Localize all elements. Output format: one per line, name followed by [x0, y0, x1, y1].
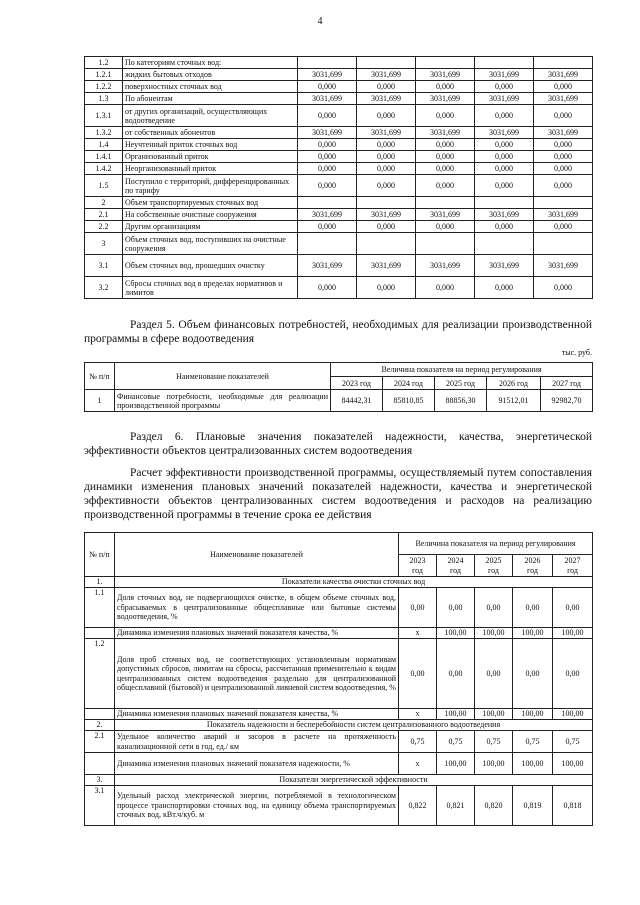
col-period-header: Величина показателя на период регулирования	[331, 363, 593, 377]
row-value	[298, 197, 357, 209]
col-no-header: № п/п	[85, 363, 115, 390]
row-value: 0,000	[416, 175, 475, 197]
year-header: 2027 год	[541, 377, 593, 390]
row-value: 3031,699	[475, 93, 534, 105]
year-header: 2025 год	[435, 377, 487, 390]
row-value: 0,000	[298, 277, 357, 299]
section-row	[85, 720, 593, 731]
year-header	[437, 555, 475, 577]
year-number: 2024	[447, 556, 464, 565]
row-value: 0,000	[475, 81, 534, 93]
row-name: Динамика изменения плановых значений показателя качества, %	[115, 628, 399, 639]
row-value: 0,000	[298, 175, 357, 197]
row-value: 3031,699	[298, 127, 357, 139]
row-value	[475, 57, 534, 69]
wastewater-volume-table	[84, 56, 593, 299]
row-value: 3031,699	[475, 209, 534, 221]
row-value: 3031,699	[357, 69, 416, 81]
year-unit: год	[488, 565, 499, 575]
row-value: 0,00	[553, 639, 593, 709]
row-value: 0,000	[534, 163, 593, 175]
row-value: 0,000	[298, 139, 357, 151]
row-value: 0,75	[437, 731, 475, 753]
indicators-table	[84, 532, 593, 826]
year-number: 2025	[485, 556, 502, 565]
row-value: 3031,699	[357, 127, 416, 139]
section-6-title: Раздел 6. Плановые значения показателей надежности, качества, энергетической эффективности объектов централизованных систем водоотведения	[84, 431, 592, 457]
row-no	[85, 753, 115, 775]
row-value: 3031,699	[534, 127, 593, 139]
row-value: 3031,699	[475, 255, 534, 277]
year-number: 2027	[564, 556, 581, 565]
row-value: 91512,01	[487, 390, 541, 412]
table-row	[85, 57, 593, 69]
row-value: 0,000	[416, 151, 475, 163]
row-value: 0,00	[475, 639, 513, 709]
row-no: 3.1	[85, 255, 123, 277]
row-value: 3031,699	[534, 93, 593, 105]
table-row	[85, 81, 593, 93]
row-name: от собственных абонентов	[123, 127, 298, 139]
table-row	[85, 197, 593, 209]
section-6-paragraph: Расчет эффективности производственной программы, осуществляемый путем сопоставления динамики изменения плановых значений показателей надежности, качества и энергетической эффективности объектов централизованных систем водоотведения и расходов на реализацию производственной программы в течение срока ее действия	[84, 467, 592, 521]
row-value: х	[399, 753, 437, 775]
row-value: 0,00	[553, 588, 593, 628]
unit-label: тыс. руб.	[561, 348, 592, 357]
year-unit: год	[527, 565, 538, 575]
col-name-header: Наименование показателей	[115, 363, 331, 390]
row-value: 0,000	[475, 221, 534, 233]
row-value: 100,00	[437, 753, 475, 775]
table-row	[85, 221, 593, 233]
row-value: 3031,699	[298, 255, 357, 277]
row-value: 0,000	[534, 175, 593, 197]
row-value: 0,000	[357, 175, 416, 197]
row-value	[416, 233, 475, 255]
row-value: 100,00	[513, 709, 553, 720]
row-no: 1.4	[85, 139, 123, 151]
row-value: 100,00	[475, 753, 513, 775]
row-name: жидких бытовых отходов	[123, 69, 298, 81]
row-no: 3	[85, 233, 123, 255]
col-no-header: № п/п	[85, 533, 115, 577]
row-value	[475, 233, 534, 255]
row-no: 1.3	[85, 93, 123, 105]
row-name: По абонентам	[123, 93, 298, 105]
row-value: 100,00	[553, 709, 593, 720]
section-no: 2.	[85, 720, 115, 731]
row-value	[475, 197, 534, 209]
row-value: 0,00	[475, 588, 513, 628]
row-no: 3.2	[85, 277, 123, 299]
row-value: 0,00	[437, 588, 475, 628]
row-value: 3031,699	[534, 255, 593, 277]
row-name: Удельный расход электрической энергии, потребляемой в технологическом процессе транспортировки сточных вод, на единицу объема транспортируемых сточных вод, кВт.ч/куб. м	[115, 786, 399, 826]
row-value: 0,75	[553, 731, 593, 753]
row-value: 0,00	[513, 588, 553, 628]
row-value: 0,000	[475, 105, 534, 127]
row-value: 0,00	[399, 588, 437, 628]
row-value: 0,000	[475, 175, 534, 197]
row-value: 0,00	[513, 639, 553, 709]
row-value: 0,000	[534, 221, 593, 233]
row-value: 0,000	[357, 277, 416, 299]
row-value: 3031,699	[357, 255, 416, 277]
row-value: 3031,699	[416, 69, 475, 81]
row-value: 0,000	[534, 139, 593, 151]
year-header	[513, 555, 553, 577]
row-no: 2.1	[85, 209, 123, 221]
row-value	[534, 57, 593, 69]
row-name: Доля проб сточных вод, не соответствующих установленным нормативам допустимых сбросов, лимитам на сбросы, рассчитанная применительно к видам централизованных систем водоотведения раздельно для централизованной общесплавной (бытовой) и централизованной ливневой систем водоотведения, %	[115, 639, 399, 709]
row-value	[534, 197, 593, 209]
row-no	[85, 709, 115, 720]
row-value: 0,75	[399, 731, 437, 753]
row-no: 1.4.1	[85, 151, 123, 163]
row-value: 100,00	[513, 753, 553, 775]
row-value: 0,000	[298, 221, 357, 233]
row-no: 1.2.1	[85, 69, 123, 81]
section-title: Показатель надежности и бесперебойности систем централизованного водоотведения	[115, 720, 593, 731]
table-row	[85, 163, 593, 175]
row-value: 0,000	[298, 151, 357, 163]
row-value: 0,000	[298, 81, 357, 93]
row-value: 0,819	[513, 786, 553, 826]
row-value: 0,000	[475, 139, 534, 151]
row-name: Доля сточных вод, не подвергающихся очистке, в общем объеме сточных вод, сбрасываемых в централизованные общесплавные или бытовые системы водоотведения, %	[115, 588, 399, 628]
row-value: 0,000	[357, 105, 416, 127]
year-header	[399, 555, 437, 577]
year-header: 2026 год	[487, 377, 541, 390]
table-row	[85, 69, 593, 81]
row-no: 1.4.2	[85, 163, 123, 175]
row-value	[357, 233, 416, 255]
row-value	[357, 57, 416, 69]
row-value	[534, 233, 593, 255]
section-title: Показатели энергетической эффективности	[115, 775, 593, 786]
row-value: 3031,699	[534, 209, 593, 221]
section-row	[85, 577, 593, 588]
row-name: Удельное количество аварий и засоров в расчете на протяженность канализационной сети в год, ед./ км	[115, 731, 399, 753]
row-value: 3031,699	[298, 69, 357, 81]
row-no: 1.2	[85, 57, 123, 69]
section-title: Показатели качества очистки сточных вод	[115, 577, 593, 588]
row-no: 1.2	[85, 639, 115, 709]
row-value: 3031,699	[298, 93, 357, 105]
row-name: Объем сточных вод, прошедших очистку	[123, 255, 298, 277]
row-value: 0,000	[534, 277, 593, 299]
table-row	[85, 588, 593, 628]
row-no: 2	[85, 197, 123, 209]
section-no: 1.	[85, 577, 115, 588]
table-row	[85, 175, 593, 197]
row-value: 3031,699	[357, 93, 416, 105]
col-period-header: Величина показателя на период регулирования	[399, 533, 593, 555]
row-value: 100,00	[475, 709, 513, 720]
row-value: 0,75	[513, 731, 553, 753]
row-value: 3031,699	[357, 209, 416, 221]
table-row	[85, 233, 593, 255]
row-no: 1	[85, 390, 115, 412]
row-value: 100,00	[513, 628, 553, 639]
row-name: Поступило с территорий, дифференцированных по тарифу	[123, 175, 298, 197]
row-value: 0,000	[357, 81, 416, 93]
row-name: Динамика изменения плановых значений показателя качества, %	[115, 709, 399, 720]
row-no: 1.3.2	[85, 127, 123, 139]
row-name: По категориям сточных вод:	[123, 57, 298, 69]
row-name: Сбросы сточных вод в пределах нормативов и лимитов	[123, 277, 298, 299]
section-no: 3.	[85, 775, 115, 786]
table-row	[85, 255, 593, 277]
year-header	[475, 555, 513, 577]
row-value: 92982,70	[541, 390, 593, 412]
table-row	[85, 139, 593, 151]
financial-needs-table	[84, 362, 593, 412]
row-name: Динамика изменения плановых значений показателя надежности, %	[115, 753, 399, 775]
row-value: 0,00	[437, 639, 475, 709]
table-row	[85, 277, 593, 299]
row-name: Организованный приток	[123, 151, 298, 163]
row-value: 0,822	[399, 786, 437, 826]
row-value: 3031,699	[534, 69, 593, 81]
table-row	[85, 105, 593, 127]
row-value: х	[399, 628, 437, 639]
row-value: 100,00	[437, 628, 475, 639]
table-row	[85, 731, 593, 753]
table-row	[85, 786, 593, 826]
row-value: 0,000	[416, 139, 475, 151]
row-value: 0,000	[298, 163, 357, 175]
row-value: 84442,31	[331, 390, 383, 412]
row-value: 0,000	[534, 151, 593, 163]
row-value	[298, 57, 357, 69]
row-value: 3031,699	[416, 127, 475, 139]
row-value: 100,00	[553, 628, 593, 639]
row-value: 100,00	[437, 709, 475, 720]
year-unit: год	[450, 565, 461, 575]
row-no: 1.1	[85, 588, 115, 628]
row-value: 0,818	[553, 786, 593, 826]
row-value: 100,00	[553, 753, 593, 775]
col-name-header: Наименование показателей	[115, 533, 399, 577]
year-header: 2024 год	[383, 377, 435, 390]
page-number: 4	[317, 16, 323, 27]
row-no: 1.5	[85, 175, 123, 197]
row-name: от других организаций, осуществляющих водоотведение	[123, 105, 298, 127]
year-unit: год	[412, 565, 423, 575]
section-row	[85, 775, 593, 786]
row-value	[357, 197, 416, 209]
row-value: х	[399, 709, 437, 720]
row-no: 2.1	[85, 731, 115, 753]
row-value: 0,000	[416, 105, 475, 127]
row-name: Неучтенный приток сточных вод	[123, 139, 298, 151]
row-value: 0,000	[475, 163, 534, 175]
row-value: 0,821	[437, 786, 475, 826]
row-name: Другим организациям	[123, 221, 298, 233]
year-number: 2026	[524, 556, 541, 565]
row-value: 0,000	[475, 151, 534, 163]
row-value: 3031,699	[475, 127, 534, 139]
row-no: 2.2	[85, 221, 123, 233]
row-value	[416, 197, 475, 209]
row-value	[416, 57, 475, 69]
row-name: поверхностных сточных вод	[123, 81, 298, 93]
row-value: 0,000	[357, 163, 416, 175]
row-name: Объем сточных вод, поступивших на очистные сооружения	[123, 233, 298, 255]
row-value: 0,000	[416, 277, 475, 299]
row-value: 0,000	[298, 105, 357, 127]
table-row	[85, 628, 593, 639]
row-name: Финансовые потребности, необходимые для реализации производственной программы	[115, 390, 331, 412]
row-value: 0,000	[534, 81, 593, 93]
section-5-title: Раздел 5. Объем финансовых потребностей, необходимых для реализации производственной программы в сфере водоотведения	[84, 319, 592, 345]
row-name: На собственные очистные сооружения	[123, 209, 298, 221]
table-row	[85, 127, 593, 139]
row-value: 0,000	[475, 277, 534, 299]
row-value: 88856,30	[435, 390, 487, 412]
year-header	[553, 555, 593, 577]
row-value: 0,000	[357, 139, 416, 151]
row-no: 3.1	[85, 786, 115, 826]
row-value: 0,000	[534, 105, 593, 127]
row-value: 0,000	[416, 163, 475, 175]
table-row	[85, 151, 593, 163]
row-value: 0,000	[416, 221, 475, 233]
year-header: 2023 год	[331, 377, 383, 390]
row-value: 0,000	[357, 151, 416, 163]
row-name: Объем транспортируемых сточных вод	[123, 197, 298, 209]
year-number: 2023	[409, 556, 426, 565]
table-row	[85, 209, 593, 221]
year-unit: год	[567, 565, 578, 575]
row-value: 100,00	[475, 628, 513, 639]
row-value: 85810,85	[383, 390, 435, 412]
row-value: 3031,699	[298, 209, 357, 221]
table-row	[85, 753, 593, 775]
row-value: 0,000	[357, 221, 416, 233]
table-row	[85, 709, 593, 720]
row-value: 0,820	[475, 786, 513, 826]
row-no	[85, 628, 115, 639]
row-value	[298, 233, 357, 255]
row-value: 0,00	[399, 639, 437, 709]
row-value: 3031,699	[416, 93, 475, 105]
row-value: 0,000	[416, 81, 475, 93]
row-value: 0,75	[475, 731, 513, 753]
row-no: 1.3.1	[85, 105, 123, 127]
row-value: 3031,699	[475, 69, 534, 81]
row-value: 3031,699	[416, 255, 475, 277]
row-value: 3031,699	[416, 209, 475, 221]
row-name: Неорганизованный приток	[123, 163, 298, 175]
table-row	[85, 639, 593, 709]
row-no: 1.2.2	[85, 81, 123, 93]
table-row	[85, 93, 593, 105]
